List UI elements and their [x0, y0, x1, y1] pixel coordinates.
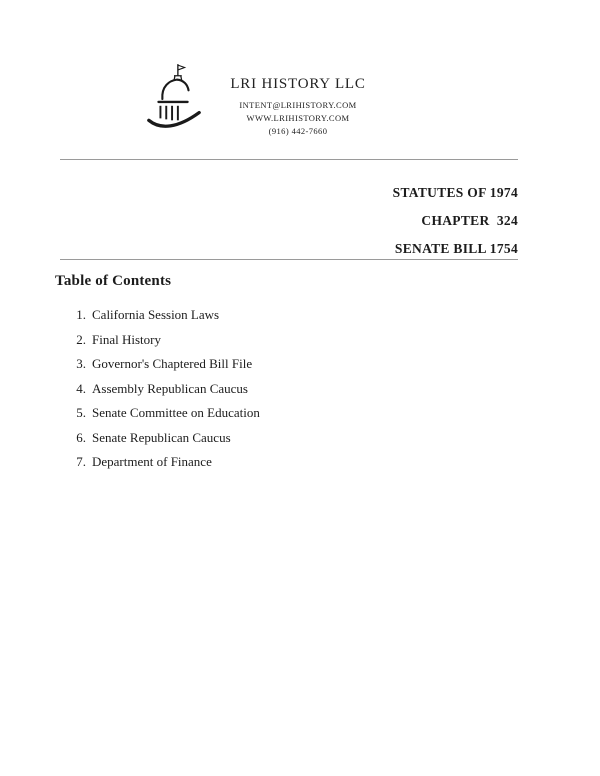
- statutes-year-line: STATUTES OF 1974: [392, 185, 518, 200]
- toc-item-label: Assembly Republican Caucus: [92, 380, 248, 396]
- senate-bill-line: SENATE BILL 1754: [394, 241, 518, 256]
- toc-item-label: California Session Laws: [92, 307, 220, 322]
- toc-item-number: 2.: [76, 331, 86, 347]
- toc-item: [70, 381, 490, 397]
- company-email: INTENT@LRIHISTORY.COM: [239, 100, 357, 110]
- toc-item-number: 1.: [76, 307, 86, 322]
- toc-item-number: 3.: [76, 356, 86, 371]
- toc-item: [70, 332, 490, 348]
- capitol-dome-logo-icon: [143, 62, 205, 136]
- toc-item-label: Senate Republican Caucus: [92, 429, 231, 445]
- toc-item: [70, 356, 490, 372]
- toc-item: [70, 430, 490, 446]
- toc-item: [70, 454, 490, 470]
- toc-item-number: 5.: [76, 405, 86, 420]
- chapter-line: CHAPTER 324: [421, 213, 518, 228]
- toc-item-label: Final History: [92, 331, 161, 347]
- toc-list: [70, 307, 490, 479]
- toc-item: [70, 307, 490, 323]
- company-phone: (916) 442-7660: [268, 126, 328, 136]
- toc-item-number: 6.: [76, 429, 86, 445]
- toc-item-number: 7.: [76, 454, 86, 469]
- statute-reference-block: [393, 179, 518, 263]
- toc-title: Table of Contents: [55, 273, 172, 289]
- toc-item-label: Governor's Chaptered Bill File: [92, 356, 253, 371]
- toc-item: [70, 405, 490, 421]
- company-header: [218, 76, 378, 138]
- company-website: WWW.LRIHISTORY.COM: [246, 113, 350, 123]
- toc-item-label: Department of Finance: [92, 454, 212, 469]
- divider-bottom: [60, 259, 518, 260]
- company-name: LRI HISTORY LLC: [230, 76, 366, 92]
- divider-top: [60, 159, 518, 160]
- toc-item-label: Senate Committee on Education: [92, 405, 260, 420]
- toc-item-number: 4.: [76, 380, 86, 396]
